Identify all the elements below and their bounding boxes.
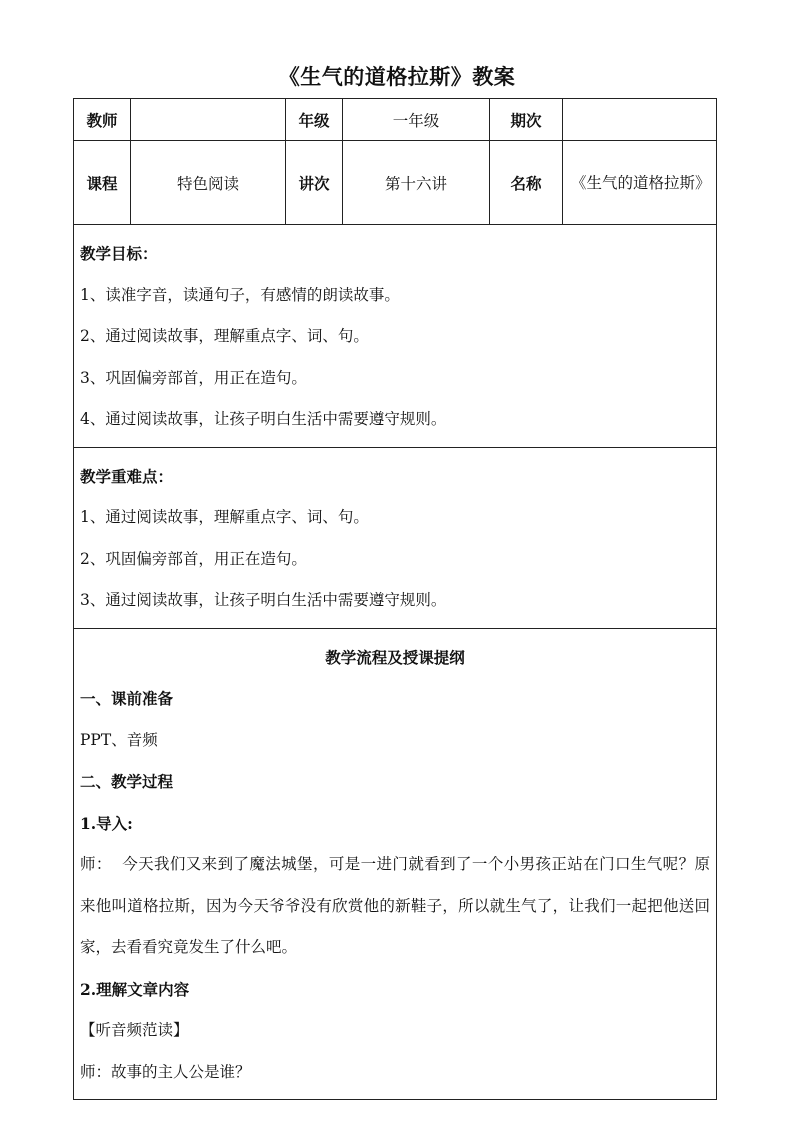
key-points-row [74,447,717,628]
info-row-1 [74,99,717,141]
prep-content: PPT、音频 [80,730,158,749]
intro-heading: 1.导入: [80,813,133,833]
process-subheading: 二、教学过程 [80,772,174,791]
objectives-heading: 教学目标： [80,244,158,263]
course-label: 课程 [74,141,131,225]
listen-label: 【听音频范读】 [80,1021,189,1039]
key-point-item: 1、通过阅读故事，理解重点字、词、句。 [80,508,369,526]
grade-value: 一年级 [343,99,490,141]
intro-text: 今天我们又来到了魔法城堡，可是一进门就看到了一个小男孩正站在门口生气呢？原来他叫道格拉斯，因为今天爷爷没有欣赏他的新鞋子，所以就生气了，让我们一起把他送回家，去看看究竟发生了什么吧。 [80,855,710,956]
objective-item: 4、通过阅读故事，让孩子明白生活中需要遵守规则。 [80,410,447,428]
process-heading: 教学流程及授课提纲 [325,647,465,667]
lesson-plan-table [73,98,717,1100]
page-title: 《生气的道格拉斯》教案 [278,64,516,89]
key-point-item: 2、巩固偏旁部首，用正在造句。 [80,549,307,568]
key-point-item: 3、通过阅读故事，让孩子明白生活中需要遵守规则。 [80,591,447,609]
teacher-value [131,99,286,141]
intro-speaker: 师： [80,855,112,873]
lecture-value: 第十六讲 [343,141,490,225]
process-section [74,628,717,1100]
period-value [563,99,717,141]
teacher-label: 教师 [74,99,131,141]
objective-item: 3、巩固偏旁部首，用正在造句。 [80,368,307,387]
info-row-2 [74,141,717,225]
question-text: 师：故事的主人公是谁？ [80,1062,251,1081]
objective-item: 2、通过阅读故事，理解重点字、词、句。 [80,327,369,345]
name-value: 《生气的道格拉斯》 [563,141,717,225]
objectives-row [74,225,717,448]
prep-heading: 一、课前准备 [80,689,174,708]
key-points-section [74,447,717,628]
key-points-heading: 教学重难点： [80,466,174,486]
objective-item: 1、读准字音，读通句子，有感情的朗读故事。 [80,285,400,304]
grade-label: 年级 [286,99,343,141]
course-value: 特色阅读 [131,141,286,225]
understand-heading: 2.理解文章内容 [80,979,190,999]
objectives-section [74,225,717,448]
lecture-label: 讲次 [286,141,343,225]
intro-paragraph [80,844,710,969]
name-label: 名称 [490,141,563,225]
period-label: 期次 [490,99,563,141]
process-row [74,628,717,1100]
